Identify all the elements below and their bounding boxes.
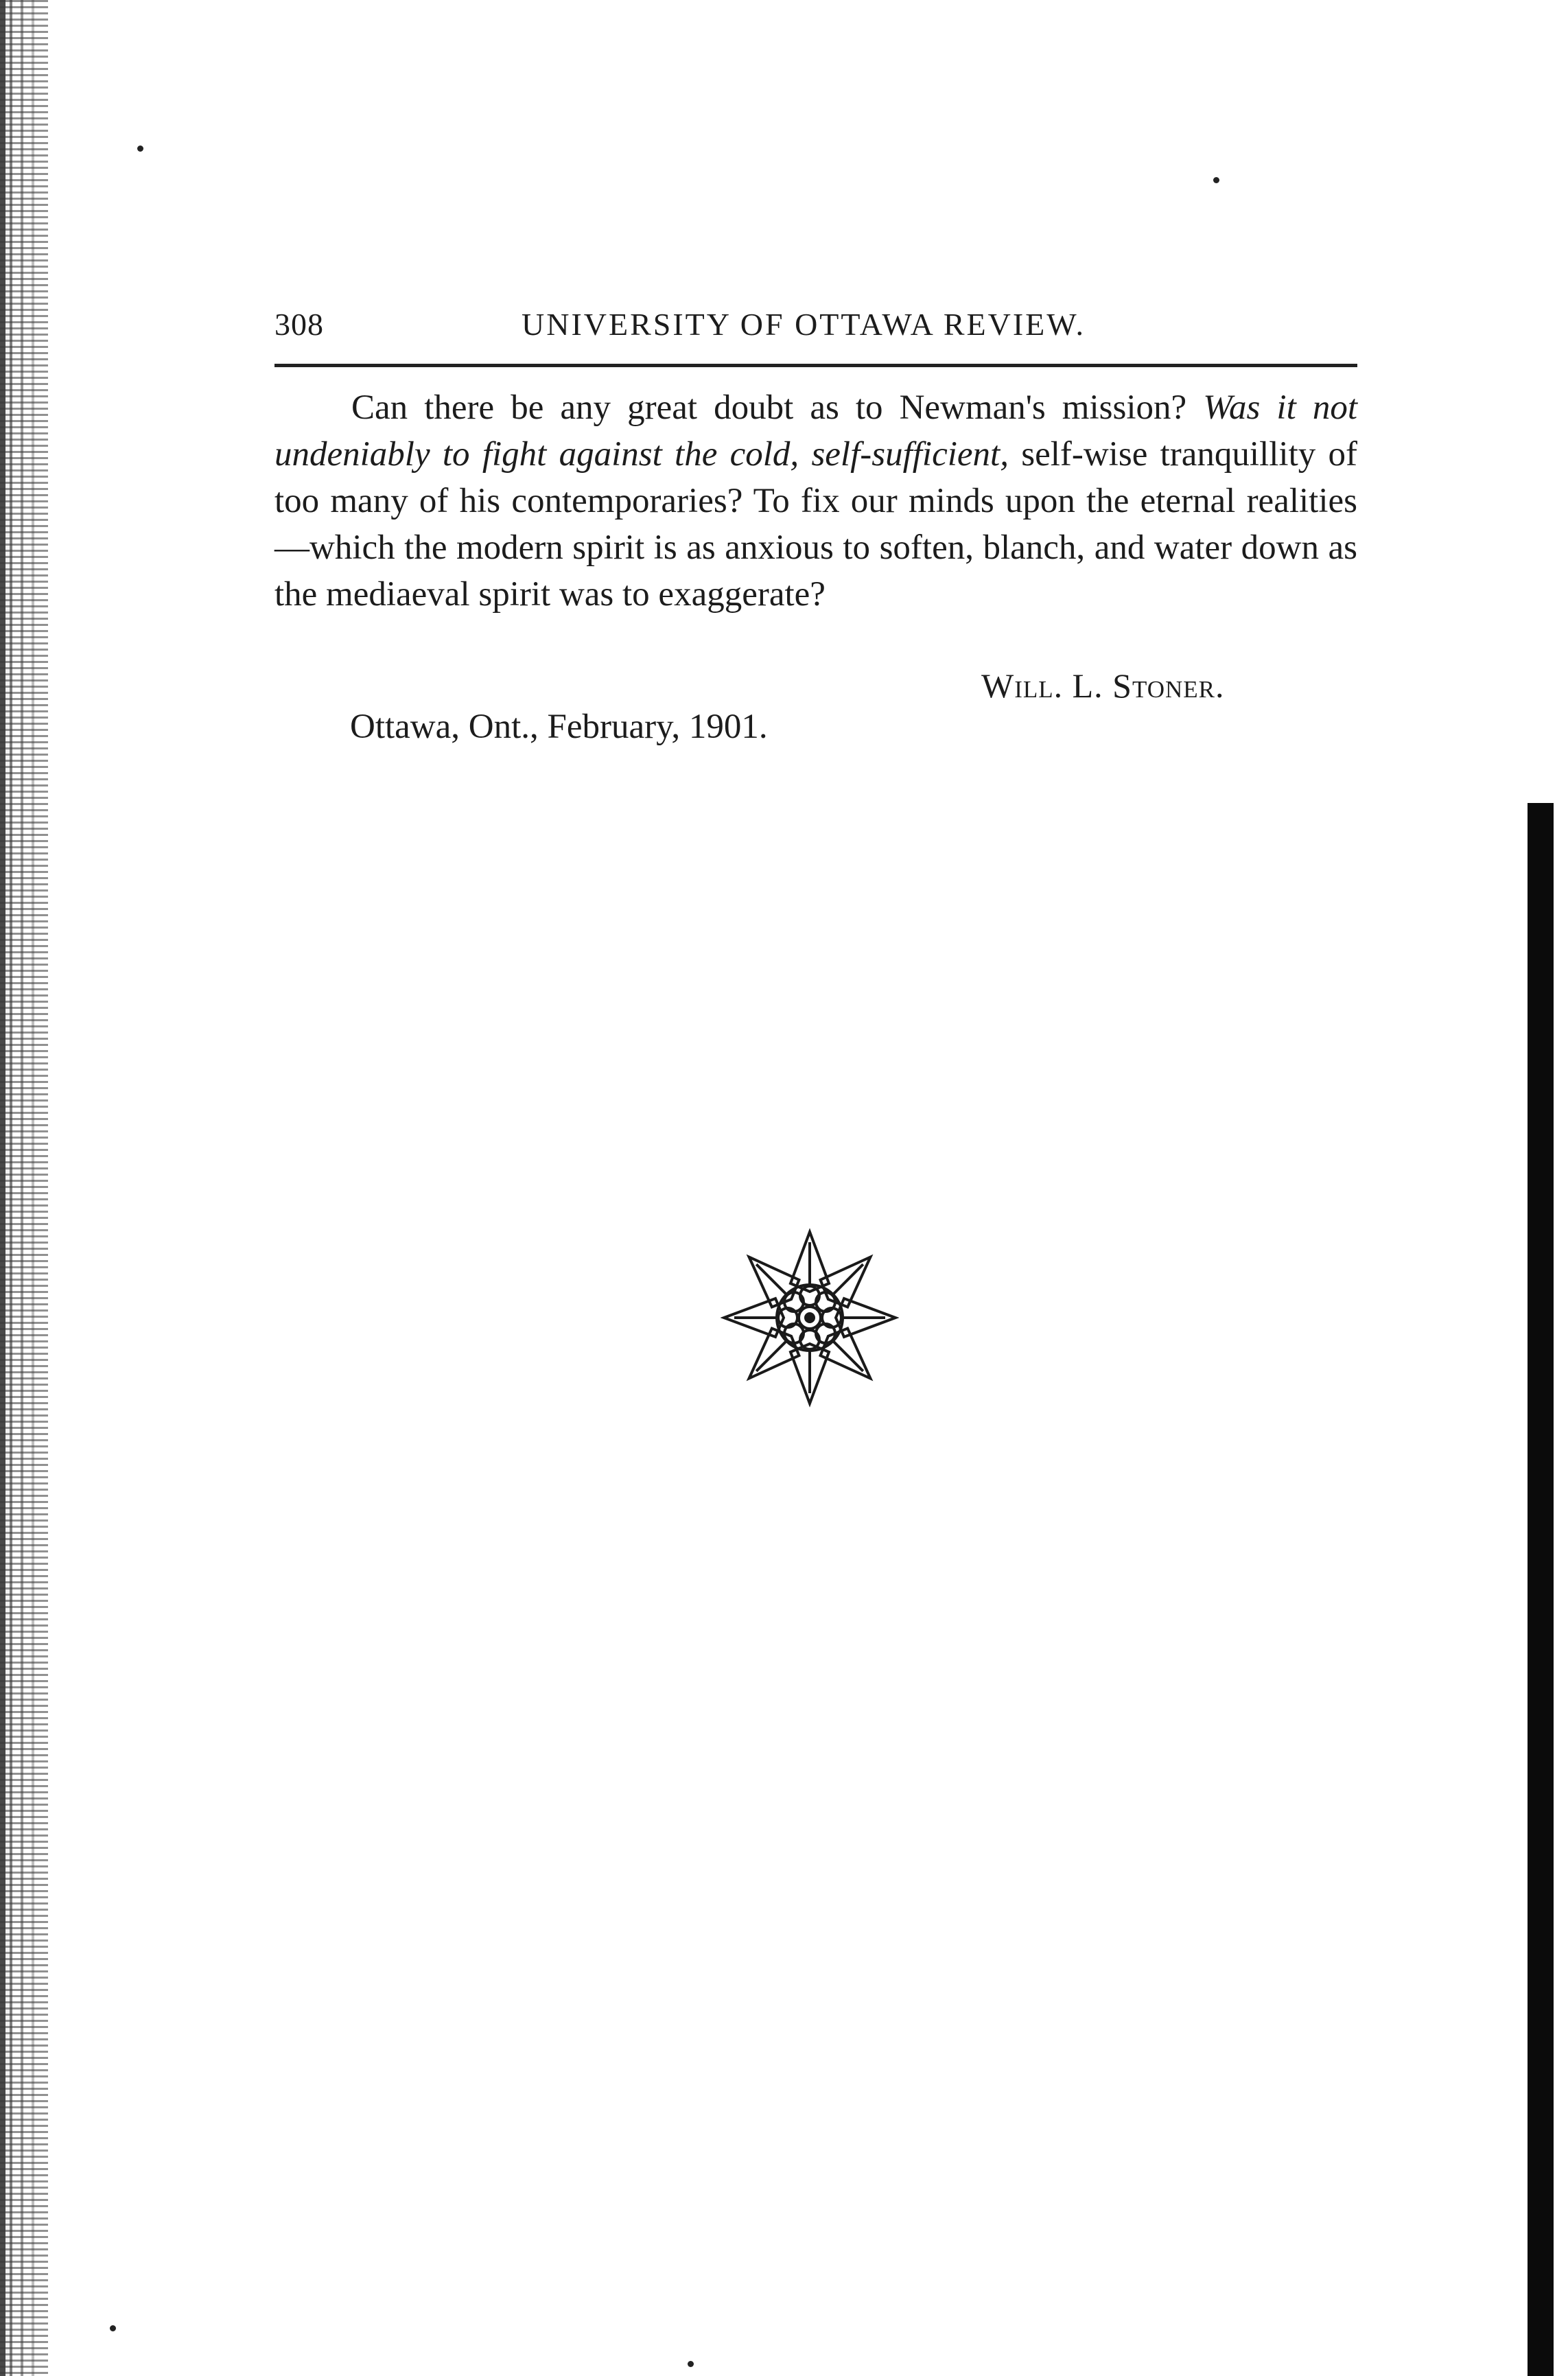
page-header xyxy=(274,302,1357,357)
body-text-part-2: self-wise tranquillity of too many of his contemporaries? To fix our minds upon the eternal realities—which the modern spirit is as anxious to soften, blanch, and water down as the mediaeval spirit was to exaggerate? xyxy=(274,435,1357,614)
scan-speck xyxy=(110,2325,116,2331)
body-text-italic: Was it not undeniably to fight against the cold, self-sufficient, xyxy=(274,388,1357,474)
eight-point-star-ornament-icon xyxy=(721,1222,899,1414)
scanned-page-right-edge xyxy=(1528,803,1554,2376)
page-number: 308 xyxy=(274,307,324,342)
author-signature: Will. L. Stoner. xyxy=(981,666,1225,705)
scan-speck xyxy=(137,145,143,152)
running-title: UNIVERSITY OF OTTAWA REVIEW. xyxy=(522,307,1086,342)
header-rule xyxy=(274,364,1357,367)
scanned-page-left-edge xyxy=(0,0,48,2376)
dateline: Ottawa, Ont., February, 1901. xyxy=(350,708,768,746)
body-paragraph xyxy=(274,384,1357,618)
scan-speck xyxy=(1213,177,1219,183)
scan-speck xyxy=(688,2361,694,2367)
body-text-part-1: Can there be any great doubt as to Newman's mission? xyxy=(351,388,1204,427)
